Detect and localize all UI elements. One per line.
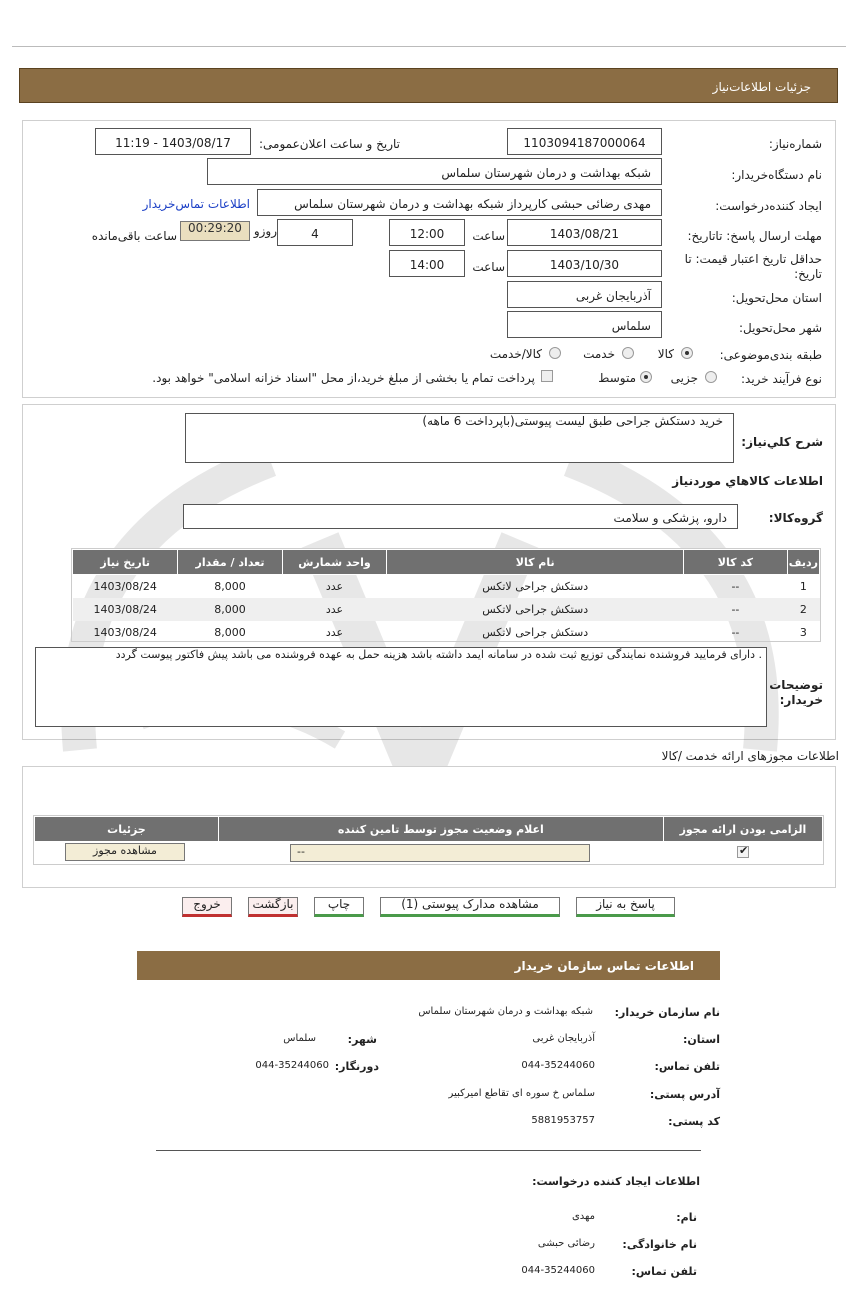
category-goods-radio[interactable] — [681, 347, 693, 359]
treasury-note: پرداخت تمام یا بخشی از مبلغ خرید،از محل "اسناد خزانه اسلامی" خواهد بود. — [152, 371, 535, 385]
remaining-timer: 00:29:20 — [180, 221, 250, 241]
buyer-notes-field: . دارای فرمایید فروشنده نمایندگی توزیع ثبت شده در سامانه ایمد داشته باشد هزینه حمل به عهده فروشنده می باشد پیش فاکتور پیوست گردد — [35, 647, 767, 727]
category-service-label: خدمت — [583, 347, 615, 361]
exit-button[interactable]: خروج — [182, 897, 232, 917]
creator-phone-value: 044-35244060 — [521, 1265, 595, 1276]
view-permit-button[interactable]: مشاهده مجوز — [65, 843, 185, 861]
cell-code: -- — [731, 626, 740, 639]
permit-status-header: اعلام وضعیت مجوز توسط تامین کننده — [218, 817, 663, 842]
city-label: شهر محل‌تحویل: — [738, 321, 822, 335]
goods-info-label: اطلاعات کالاهاي موردنیاز — [672, 474, 823, 488]
general-desc-field: خرید دستکش جراحی طبق لیست پیوستی(باپرداخت 6 ماهه) — [185, 413, 734, 463]
contact-org-value: شبکه بهداشت و درمان شهرستان سلماس — [418, 1006, 593, 1017]
days-field: 4 — [277, 219, 353, 246]
items-table-wrap — [71, 548, 821, 642]
creator-name-value: مهدی — [571, 1211, 595, 1222]
category-both-label: کالا/خدمت — [489, 347, 542, 361]
cell-date: 1403/08/24 — [93, 580, 157, 593]
reply-deadline-label: مهلت ارسال پاسخ: تاتاریخ: — [687, 229, 822, 243]
process-medium-radio[interactable] — [640, 371, 652, 383]
price-time-field: 14:00 — [389, 250, 465, 277]
days-label: روزو — [253, 224, 277, 238]
items-table — [72, 549, 820, 644]
col-unit-header: واحد شمارش — [282, 550, 387, 575]
reply-time-label: ساعت — [472, 229, 505, 243]
need-number-field: 1103094187000064 — [507, 128, 662, 155]
process-minor-label: جزیی — [670, 371, 698, 385]
table-row — [73, 598, 820, 621]
contact-phone-value: 044-35244060 — [521, 1060, 595, 1071]
permit-required-checkbox: ✔ — [739, 844, 749, 857]
announce-label: تاریخ و ساعت اعلان‌عمومی: — [258, 137, 400, 151]
general-desc-label: شرح کلي‌نیاز: — [741, 435, 823, 449]
cell-row: 3 — [799, 626, 807, 639]
page-header — [19, 68, 838, 103]
cell-date: 1403/08/24 — [73, 598, 178, 621]
contact-phone-label: تلفن تماس: — [654, 1060, 720, 1073]
creator-info-title: اطلاعات ایجاد کننده درخواست: — [532, 1175, 700, 1188]
city-field: سلماس — [507, 311, 662, 338]
category-goods-label: کالا — [657, 347, 674, 361]
col-date-header: تاریخ نیاز — [73, 550, 178, 575]
creator-family-label: نام خانوادگی: — [622, 1238, 697, 1251]
process-minor-radio[interactable] — [705, 371, 717, 383]
cell-name: دستکش جراحی لاتکس — [482, 626, 589, 639]
creator-name-label: نام: — [676, 1211, 697, 1224]
creator-family-value: رضائی حبشی — [537, 1238, 595, 1249]
contact-org-label: نام سازمان خریدار: — [614, 1006, 720, 1019]
cell-qty: 8,000 — [214, 626, 246, 639]
category-label: طبقه بندی‌موضوعی: — [719, 348, 822, 362]
print-button[interactable]: چاپ — [314, 897, 364, 917]
contact-title: اطلاعات تماس سازمان خریدار — [514, 959, 694, 973]
contact-city-label: شهر: — [347, 1033, 377, 1046]
buyer-contact-link[interactable]: اطلاعات تماس‌خریدار — [142, 197, 250, 211]
table-row — [73, 621, 820, 644]
contact-divider — [156, 1150, 701, 1151]
col-row-header: ردیف — [787, 550, 819, 575]
col-name-header: نام کالا — [387, 550, 684, 575]
contact-province-value: آذربایجان غربی — [532, 1033, 595, 1044]
reply-time-field: 12:00 — [389, 219, 465, 246]
permits-table — [34, 816, 823, 842]
cell-name: دستکش جراحی لاتکس — [387, 598, 684, 621]
permit-details-header: جزئیات — [35, 817, 219, 842]
cell-row: 1 — [799, 580, 807, 593]
price-validity-label: حداقل تاریخ اعتبار قیمت: تا تاریخ: — [684, 252, 822, 281]
table-row — [73, 575, 820, 599]
treasury-checkbox[interactable] — [541, 370, 553, 382]
col-code-header: کد کالا — [684, 550, 788, 575]
price-date-field: 1403/10/30 — [507, 250, 662, 277]
process-label: نوع فرآیند خرید: — [741, 372, 822, 386]
permits-title: اطلاعات مجوزهای ارائه خدمت /کالا — [661, 749, 839, 763]
reply-date-field: 1403/08/21 — [507, 219, 662, 246]
top-divider — [12, 46, 846, 47]
contact-postal-label: کد پستی: — [668, 1115, 720, 1128]
cell-code: -- — [731, 580, 740, 593]
creator-phone-label: تلفن تماس: — [631, 1265, 697, 1278]
back-button[interactable]: بازگشت — [248, 897, 298, 917]
contact-header — [137, 951, 720, 980]
cell-unit: عدد — [325, 626, 344, 639]
cell-unit: عدد — [282, 598, 387, 621]
contact-address-label: آدرس پستی: — [649, 1088, 720, 1101]
cell-unit: عدد — [325, 580, 344, 593]
process-medium-label: متوسط — [598, 371, 636, 385]
remaining-label: ساعت باقی‌مانده — [91, 229, 177, 243]
contact-province-label: استان: — [683, 1033, 720, 1046]
cell-qty: 8,000 — [214, 580, 246, 593]
cell-name: دستکش جراحی لاتکس — [482, 580, 589, 593]
creator-label: ایجاد کننده‌درخواست: — [715, 199, 822, 213]
view-attachments-button[interactable]: مشاهده مدارک پیوستی (1) — [380, 897, 560, 917]
contact-fax-label: دورنگار: — [334, 1060, 379, 1073]
need-number-label: شماره‌نیاز: — [768, 137, 822, 151]
contact-city-value: سلماس — [283, 1033, 316, 1044]
category-both-radio[interactable] — [549, 347, 561, 359]
contact-fax-value: 044-35244060 — [255, 1060, 329, 1071]
buyer-org-label: نام دستگاه‌خریدار: — [731, 168, 822, 182]
creator-field: مهدی رضائی حبشی کارپرداز شبکه بهداشت و درمان شهرستان سلماس — [257, 189, 662, 216]
contact-address-value: سلماس خ سوره ای تقاطع امیرکبیر — [448, 1088, 595, 1099]
price-time-label: ساعت — [472, 260, 505, 274]
cell-code: -- — [684, 598, 788, 621]
cell-date: 1403/08/24 — [93, 626, 157, 639]
announce-field: 1403/08/17 - 11:19 — [95, 128, 251, 155]
contact-postal-value: 5881953757 — [531, 1115, 595, 1126]
permit-status-field[interactable]: -- — [290, 844, 590, 862]
col-qty-header: تعداد / مقدار — [178, 550, 282, 575]
buyer-org-field: شبکه بهداشت و درمان شهرستان سلماس — [207, 158, 662, 185]
cell-row: 2 — [787, 598, 819, 621]
cell-qty: 8,000 — [178, 598, 282, 621]
page-title: جزئیات اطلاعات‌نیاز — [712, 80, 811, 94]
goods-group-label: گروه‌کالا: — [768, 511, 823, 525]
province-label: استان محل‌تحویل: — [731, 291, 822, 305]
goods-group-field: دارو، پزشکی و سلامت — [183, 504, 738, 529]
category-service-radio[interactable] — [622, 347, 634, 359]
province-field: آذربایجان غربی — [507, 281, 662, 308]
reply-button[interactable]: پاسخ به نیاز — [576, 897, 675, 917]
permit-required-header: الزامی بودن ارائه مجوز — [663, 817, 822, 842]
buyer-notes-label: توضیحات خریدار: — [769, 678, 823, 707]
